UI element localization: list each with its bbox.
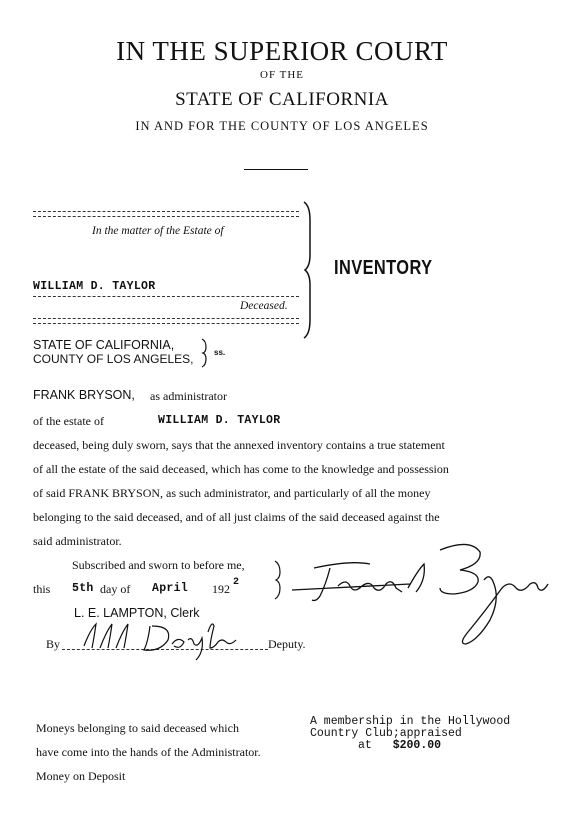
caption-top-rule — [33, 211, 299, 217]
jurat-day: 5th — [72, 582, 94, 595]
caption-bottom-rule — [33, 318, 299, 324]
subscribed-text: Subscribed and sworn to before me, — [72, 558, 245, 572]
decedent-underline — [33, 296, 299, 297]
clerk-name: L. E. LAMPTON, Clerk — [74, 606, 200, 620]
inventory-item-at: at — [358, 739, 372, 752]
of-the-text: OF THE — [260, 69, 304, 81]
state-heading: STATE OF CALIFORNIA — [175, 89, 389, 110]
county-heading: IN AND FOR THE COUNTY OF LOS ANGELES — [135, 119, 429, 133]
jurat-brace — [273, 560, 285, 600]
estate-matter-label: In the matter of the Estate of — [92, 225, 224, 237]
of-estate-text: of the estate of — [33, 414, 104, 428]
jurat-year-suffix: 2 — [233, 577, 240, 588]
moneys-label-line-1: Moneys belonging to said deceased which — [36, 721, 239, 735]
deceased-label: Deceased. — [240, 300, 288, 312]
inventory-item-line-2: Country Club;appraised — [310, 727, 462, 740]
caption-brace — [300, 200, 320, 340]
appraised-amount: $200.00 — [392, 739, 442, 752]
jurat-year-prefix: 192 — [212, 582, 230, 596]
decedent-name: WILLIAM D. TAYLOR — [33, 280, 156, 293]
day-of-text: day of — [100, 582, 131, 596]
affidavit-line-3: of said FRANK BRYSON, as such administrator, and particularly of all the money — [33, 486, 431, 500]
venue-state: STATE OF CALIFORNIA, — [33, 338, 175, 352]
frank-bryson-signature — [290, 540, 550, 650]
inventory-title: INVENTORY — [334, 257, 433, 279]
deputy-signature — [80, 612, 260, 662]
money-on-deposit-label: Money on Deposit — [36, 769, 126, 783]
as-administrator-text: as administrator — [150, 389, 227, 403]
affidavit-line-1: deceased, being duly sworn, says that the annexed inventory contains a true statement — [33, 438, 445, 452]
court-heading: IN THE SUPERIOR COURT — [116, 36, 448, 66]
venue-ss: ss. — [214, 348, 226, 357]
estate-name: WILLIAM D. TAYLOR — [158, 414, 281, 427]
by-text: By — [46, 637, 61, 651]
jurat-month: April — [152, 582, 189, 595]
deputy-text: Deputy. — [268, 637, 306, 651]
venue-county: COUNTY OF LOS ANGELES, — [33, 352, 194, 366]
header-divider — [244, 169, 308, 170]
affidavit-line-2: of all the estate of the said deceased, which has come to the knowledge and possession — [33, 462, 449, 476]
inventory-item-line-1: A membership in the Hollywood — [310, 715, 511, 728]
affidavit-line-5: said administrator. — [33, 534, 122, 548]
inventory-item-line-3 — [310, 740, 510, 752]
this-text: this — [33, 582, 51, 596]
venue-brace — [200, 338, 210, 368]
inventory-item — [310, 716, 510, 752]
moneys-label-line-2: have come into the hands of the Administrator. — [36, 745, 261, 759]
administrator-name: FRANK BRYSON, — [33, 388, 135, 402]
affidavit-line-4: belonging to the said deceased, and of all just claims of the said deceased against the — [33, 510, 440, 524]
